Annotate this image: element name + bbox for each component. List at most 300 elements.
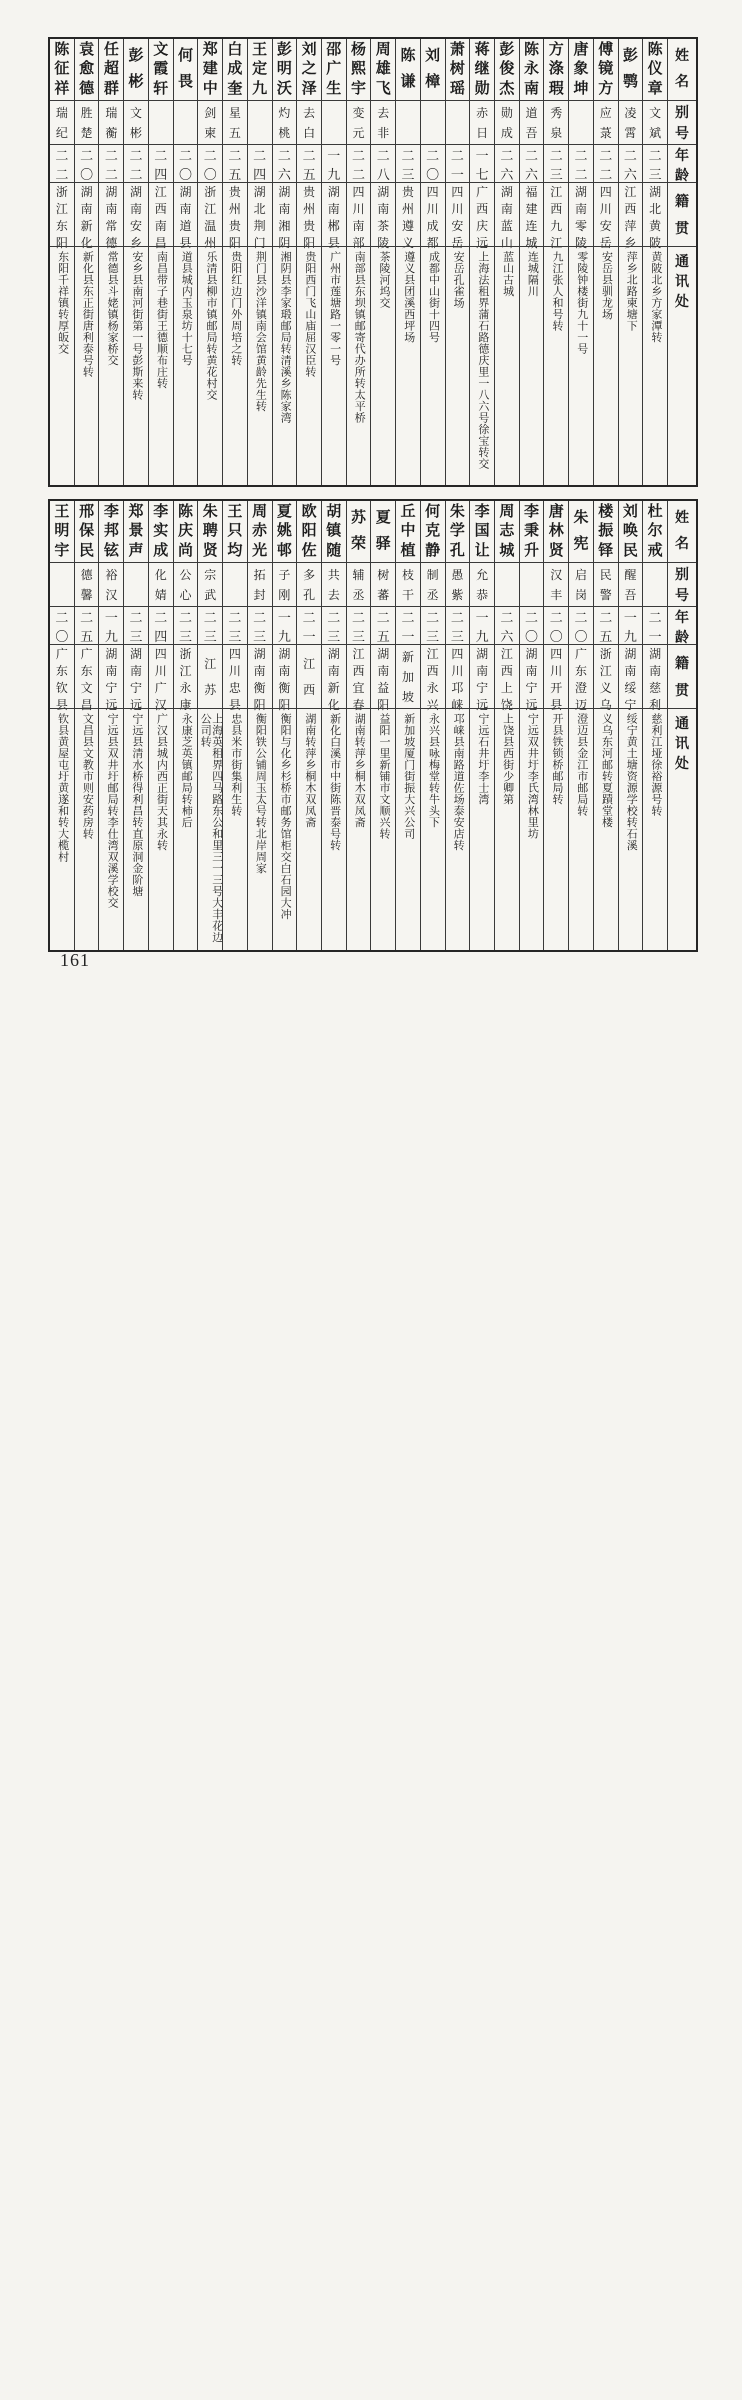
entry-name: 袁 愈 德: [79, 41, 95, 97]
header-column: [667, 39, 696, 485]
entry-column: [197, 39, 222, 485]
entry-native-place: 江 苏: [198, 644, 222, 708]
entry-native-place: 湖 南 安 乡: [124, 182, 148, 246]
entry-name: 文 霞 轩: [153, 41, 169, 97]
directory-table-bottom: [48, 499, 698, 952]
entry-alias: 德 馨: [75, 562, 99, 606]
entry-native-place: 湖 南 宁 远: [520, 644, 544, 708]
entry-alias: 去 非: [371, 100, 395, 144]
entry-name: 唐 林 贤: [548, 503, 564, 559]
entry-native-place: 湖 南 慈 利: [643, 644, 667, 708]
entry-name: 刘 唤 民: [622, 503, 638, 559]
entry-age: 二 二: [569, 144, 593, 182]
entry-alias: 宗 武: [198, 562, 222, 606]
entry-column: [420, 39, 445, 485]
entry-age: 二 五: [297, 144, 321, 182]
entry-address-cell: [174, 246, 198, 485]
entry-column: [173, 39, 198, 485]
entry-alias: 凌 霄: [619, 100, 643, 144]
entry-native-place: 湖 南 衡 阳: [248, 644, 272, 708]
entry-age: 二 〇: [520, 606, 544, 644]
entry-address: 湖南转萍乡桐木双凤斋: [303, 713, 316, 828]
entry-native-place: 贵 州 贵 阳: [223, 182, 247, 246]
entry-address-cell: [248, 708, 272, 950]
entry-name: 郑 建 中: [202, 41, 218, 97]
entry-name: 王 只 均: [227, 503, 243, 559]
entry-age: 二 六: [495, 144, 519, 182]
entry-column: [642, 501, 667, 950]
entry-column: [222, 501, 247, 950]
entry-native-place: 湖 北 荆 门: [248, 182, 272, 246]
entry-column: [568, 39, 593, 485]
entry-address: 衡阳与化乡杉桥市邮务馆柜交白石园大冲: [279, 713, 292, 920]
entry-address-cell: [297, 246, 321, 485]
entry-name: 彭 彬: [128, 48, 144, 90]
entry-address: 湘阴县李家瑖邮局转清溪乡陈家湾: [279, 251, 292, 424]
entry-address-cell: [297, 708, 321, 950]
entry-age: 二 八: [371, 144, 395, 182]
entry-age: 二 一: [396, 606, 420, 644]
entry-alias: [446, 100, 470, 144]
entry-native-place: 湖 南 绥 宁: [619, 644, 643, 708]
entry-address-cell: [421, 246, 445, 485]
entry-name: 傅 镜 方: [598, 41, 614, 97]
entry-age: 一 九: [619, 606, 643, 644]
entry-alias: 醒 吾: [619, 562, 643, 606]
entry-native-place: 广 东 钦 县: [50, 644, 74, 708]
entry-age: 二 五: [223, 144, 247, 182]
entry-alias: 赤 日: [470, 100, 494, 144]
entry-age: 二 四: [248, 144, 272, 182]
entry-address: 安岳县驯龙场: [600, 251, 613, 320]
entry-address-cell: [594, 246, 618, 485]
scanned-directory-page: [0, 0, 742, 1024]
entry-name: 周 志 城: [499, 503, 515, 559]
entry-address-cell: [446, 708, 470, 950]
entry-age: 一 九: [470, 606, 494, 644]
entry-age: 二 五: [75, 606, 99, 644]
entry-column: [50, 39, 74, 485]
entry-native-place: 贵 州 遵 义: [396, 182, 420, 246]
entry-native-place: 湖 南 茶 陵: [371, 182, 395, 246]
entry-alias: [396, 100, 420, 144]
entry-alias: [248, 100, 272, 144]
entry-column: [543, 501, 568, 950]
entry-column: [321, 501, 346, 950]
entry-address: 慈利江垭徐裕源号转: [649, 713, 662, 817]
entry-native-place: 江 西 萍 乡: [619, 182, 643, 246]
entry-address-cell: [569, 246, 593, 485]
header-name: 姓 名: [675, 511, 689, 552]
header-native: 籍 贯: [668, 182, 696, 246]
entry-age: 二 三: [396, 144, 420, 182]
entry-age: 二 〇: [569, 606, 593, 644]
entry-native-place: 湖 南 郴 县: [322, 182, 346, 246]
entry-column: [543, 39, 568, 485]
header-name: 姓 名: [675, 49, 689, 90]
entry-alias: [223, 562, 247, 606]
entry-name: 李 实 成: [153, 503, 169, 559]
entry-age: 二 三: [174, 606, 198, 644]
entry-name: 丘 中 植: [400, 503, 416, 559]
entry-name: 周 雄 飞: [375, 41, 391, 97]
entry-native-place: 江 西 宜 春: [347, 644, 371, 708]
entry-name: 杜 尔 戒: [647, 503, 663, 559]
entry-native-place: 湖 南 新 化: [322, 644, 346, 708]
entry-name: 王 明 宇: [54, 503, 70, 559]
header-address: 通 讯 处: [668, 708, 696, 950]
entry-address: 贵阳红边门外周培之转: [229, 251, 242, 366]
entry-age: 二 六: [273, 144, 297, 182]
entry-address-cell: [371, 246, 395, 485]
entry-address-cell: [99, 708, 123, 950]
entry-alias: 共 去: [322, 562, 346, 606]
entry-alias: [495, 562, 519, 606]
entry-column: [321, 39, 346, 485]
header-age: 年 龄: [668, 144, 696, 182]
entry-name: 夏 驿: [375, 510, 391, 552]
entry-address-cell: [544, 246, 568, 485]
entry-column: [593, 39, 618, 485]
entry-age: 二 三: [322, 606, 346, 644]
entry-age: 二 〇: [421, 144, 445, 182]
entry-column: [98, 501, 123, 950]
entry-address-cell: [223, 246, 247, 485]
entry-native-place: 广 东 澄 迈: [569, 644, 593, 708]
entry-column: [395, 39, 420, 485]
entry-address: 开县铁锁桥邮局转: [551, 713, 564, 805]
entry-native-place: 湖 南 道 县: [174, 182, 198, 246]
entry-address-cell: [248, 246, 272, 485]
entry-column: [272, 501, 297, 950]
entry-address: 九江张人和号转: [551, 251, 564, 332]
header-age: 年 龄: [668, 606, 696, 644]
entry-name: 王 定 九: [252, 41, 268, 97]
entry-address-cell: [470, 708, 494, 950]
entry-address-cell: [50, 708, 74, 950]
entry-age: 二 三: [347, 606, 371, 644]
entry-address: 义乌东河邮转夏蹟堂楼: [600, 713, 613, 828]
entry-address: 成都中山街十四号: [427, 251, 440, 343]
entry-native-place: 湖 南 宁 远: [470, 644, 494, 708]
entry-address-cell: [273, 708, 297, 950]
entry-native-place: 四 川 广 汉: [149, 644, 173, 708]
entry-column: [148, 39, 173, 485]
page-number: 161: [60, 950, 90, 970]
entry-column: [370, 501, 395, 950]
entry-alias: 民 警: [594, 562, 618, 606]
entry-alias: 汉 丰: [544, 562, 568, 606]
header-alias: 别 号: [668, 562, 696, 606]
entry-address: 安岳孔雀场: [452, 251, 465, 309]
entry-age: 二 三: [248, 606, 272, 644]
entry-name: 陈 仪 章: [647, 41, 663, 97]
entry-alias: 多 孔: [297, 562, 321, 606]
entry-column: [123, 39, 148, 485]
entry-column: [618, 501, 643, 950]
entry-alias: 去 白: [297, 100, 321, 144]
entry-address: 广汉县城内西正街天其永转: [155, 713, 168, 851]
entry-address-cell: [495, 246, 519, 485]
entry-address-cell: [50, 246, 74, 485]
entry-alias: [124, 562, 148, 606]
entry-native-place: 湖 北 黄 陂: [643, 182, 667, 246]
entry-column: [519, 39, 544, 485]
entry-column: [618, 39, 643, 485]
entry-age: 二 三: [198, 606, 222, 644]
entry-age: 二 四: [149, 144, 173, 182]
entry-alias: 树 蕃: [371, 562, 395, 606]
entry-name: 欧 阳 佐: [301, 503, 317, 559]
entry-column: [98, 39, 123, 485]
entry-address: 萍乡北路柬塘下: [625, 251, 638, 332]
entry-native-place: 浙 江 温 州: [198, 182, 222, 246]
entry-name: 朱 学 孔: [449, 503, 465, 559]
entry-column: [469, 501, 494, 950]
entry-alias: 子 刚: [273, 562, 297, 606]
entry-native-place: 浙 江 永 康: [174, 644, 198, 708]
entry-native-place: 湖 南 零 陵: [569, 182, 593, 246]
entry-alias: 愚 紫: [446, 562, 470, 606]
entry-address-cell: [273, 246, 297, 485]
entry-address: 文昌县文教市则安药房转: [81, 713, 94, 840]
entry-native-place: 四 川 邛 崃: [446, 644, 470, 708]
entry-age: 二 一: [446, 144, 470, 182]
entry-alias: 星 五: [223, 100, 247, 144]
entry-address-cell: [495, 708, 519, 950]
entry-native-place: 江 西 永 兴: [421, 644, 445, 708]
entry-name: 何 畏: [177, 48, 193, 90]
entry-name: 刘 之 泽: [301, 41, 317, 97]
entry-address-cell: [421, 708, 445, 950]
entry-alias: 秀 泉: [544, 100, 568, 144]
entry-age: 二 一: [643, 606, 667, 644]
entry-alias: 文 斌: [643, 100, 667, 144]
entry-name: 夏 姚 邨: [276, 503, 292, 559]
entry-column: [197, 501, 222, 950]
entry-column: [469, 39, 494, 485]
entry-age: 一 九: [99, 606, 123, 644]
entry-alias: [643, 562, 667, 606]
entry-address: 新加坡厦门街振大兴公司: [402, 713, 415, 840]
entry-name: 朱 聘 贤: [202, 503, 218, 559]
entry-address-cell: [223, 708, 247, 950]
entry-address: 广州市莲塘路一零一号: [328, 251, 341, 366]
entry-address: 荆门县沙洋镇南会馆黄龄先生转: [254, 251, 267, 412]
entry-address: 上饶县西街少卿第: [501, 713, 514, 805]
entry-age: 一 九: [273, 606, 297, 644]
entry-address: 东阳千祥镇转厚皈交: [56, 251, 69, 355]
entry-age: 二 五: [371, 606, 395, 644]
entry-address-cell: [396, 708, 420, 950]
entry-age: 二 二: [99, 144, 123, 182]
entry-alias: 剑 柬: [198, 100, 222, 144]
entry-alias: 应 菉: [594, 100, 618, 144]
entry-age: 二 〇: [75, 144, 99, 182]
entry-name: 彭 鹗: [622, 48, 638, 90]
entry-name: 彭 俊 杰: [499, 41, 515, 97]
entry-column: [395, 501, 420, 950]
entry-address: 益阳一里新铺市文顺兴转: [378, 713, 390, 840]
entry-address-cell: [149, 708, 173, 950]
entry-native-place: 福 建 连 城: [520, 182, 544, 246]
entry-name: 郑 景 声: [128, 503, 144, 559]
entry-address: 零陵钟楼街九十一号: [575, 251, 588, 355]
entry-alias: 启 岗: [569, 562, 593, 606]
entry-address-cell: [520, 708, 544, 950]
entry-native-place: 广 西 庆 远: [470, 182, 494, 246]
entry-native-place: 湖 南 湘 阴: [273, 182, 297, 246]
entry-alias: 制 丞: [421, 562, 445, 606]
entry-name: 彭 明 沃: [276, 41, 292, 97]
entry-alias: 允 恭: [470, 562, 494, 606]
entry-age: 二 三: [421, 606, 445, 644]
entry-address-cell: [446, 246, 470, 485]
entry-name: 白 成 奎: [227, 41, 243, 97]
entry-native-place: 湖 南 宁 远: [99, 644, 123, 708]
entry-column: [272, 39, 297, 485]
entry-native-place: 江 西: [297, 644, 321, 708]
header-native: 籍 贯: [668, 644, 696, 708]
entry-native-place: 浙 江 东 阳: [50, 182, 74, 246]
header-alias: 别 号: [668, 100, 696, 144]
entry-age: 二 二: [124, 144, 148, 182]
entry-age: 二 五: [594, 606, 618, 644]
entry-column: [346, 39, 371, 485]
entry-name: 邵 广 生: [326, 41, 342, 97]
entry-address-cell: [322, 708, 346, 950]
entry-address: 忠县米市街集利生转: [229, 713, 242, 817]
entry-name: 楼 振 铎: [598, 503, 614, 559]
entry-native-place: 四 川 忠 县: [223, 644, 247, 708]
entry-native-place: 湖 南 新 化: [75, 182, 99, 246]
entry-address-cell: [470, 246, 494, 485]
entry-address-cell: [569, 708, 593, 950]
entry-age: 二 二: [50, 144, 74, 182]
entry-native-place: 贵 州 贵 阳: [297, 182, 321, 246]
entry-address: 湖南转萍乡桐木双凤斋: [353, 713, 366, 828]
entry-alias: 辅 丞: [347, 562, 371, 606]
entry-column: [247, 39, 272, 485]
entry-address: 茶陵河坞交: [378, 251, 390, 309]
entry-name: 陈 庆 尚: [177, 503, 193, 559]
entry-column: [50, 501, 74, 950]
entry-age: 二 三: [446, 606, 470, 644]
entry-address: 黄陂北乡方家潭转: [649, 251, 662, 343]
entry-column: [445, 39, 470, 485]
entry-address-cell: [198, 708, 222, 950]
entry-address-cell: [347, 246, 371, 485]
entry-address: 宁远双井圩李氏湾林里坊: [526, 713, 539, 840]
entry-address-cell: [594, 708, 618, 950]
entry-age: 二 一: [297, 606, 321, 644]
entry-alias: 裕 汉: [99, 562, 123, 606]
directory-table-top: [48, 37, 698, 487]
entry-age: 二 二: [594, 144, 618, 182]
entry-alias: 胜 楚: [75, 100, 99, 144]
entry-column: [296, 501, 321, 950]
entry-age: 二 三: [544, 144, 568, 182]
entry-address: 上海法租界蒲石路德庆里一八六号徐宝转交: [476, 251, 489, 470]
entry-column: [593, 501, 618, 950]
entry-age: 二 〇: [544, 606, 568, 644]
entry-name: 任 超 群: [103, 41, 119, 97]
entry-alias: 灼 桃: [273, 100, 297, 144]
entry-address-cell: [396, 246, 420, 485]
entry-name: 蒋 继 勋: [474, 41, 490, 97]
entry-age: 二 四: [149, 606, 173, 644]
entry-name: 陈 谦: [400, 48, 416, 90]
entry-address-cell: [75, 708, 99, 950]
entry-age: 二 〇: [174, 144, 198, 182]
entry-address-cell: [149, 246, 173, 485]
entry-name: 何 克 静: [425, 503, 441, 559]
entry-address: 钦县黄屋屯圩黄遂和转大榄村: [56, 713, 69, 863]
entry-native-place: 湖 南 益 阳: [371, 644, 395, 708]
entry-address: 邛崃县南路道佐场泰安店转: [452, 713, 465, 851]
entry-name: 方 涤 瑕: [548, 41, 564, 97]
entry-native-place: 湖 南 蓝 山: [495, 182, 519, 246]
entry-age: 一 七: [470, 144, 494, 182]
entry-address: 宁远石井圩李士湾: [476, 713, 489, 805]
entry-column: [74, 39, 99, 485]
entry-alias: 瑞 纪: [50, 100, 74, 144]
entry-address: 常德县斗姥镇杨家桥交: [106, 251, 119, 366]
entry-native-place: 四 川 安 岳: [594, 182, 618, 246]
entry-alias: 枝 干: [396, 562, 420, 606]
entry-alias: [421, 100, 445, 144]
entry-native-place: 湖 南 宁 远: [124, 644, 148, 708]
entry-native-place: 湖 南 衡 阳: [273, 644, 297, 708]
entry-address-cell: [75, 246, 99, 485]
entry-native-place: 四 川 安 岳: [446, 182, 470, 246]
entry-address: 连城隔川: [526, 251, 539, 297]
entry-column: [123, 501, 148, 950]
entry-address-cell: [371, 708, 395, 950]
entry-address-cell: [643, 708, 667, 950]
header-column: [667, 501, 696, 950]
entry-address: 南部县东坝镇邮寄代办所转太平桥: [353, 251, 366, 424]
entry-native-place: 江 西 九 江: [544, 182, 568, 246]
entry-native-place: 广 东 文 昌: [75, 644, 99, 708]
entry-alias: 拓 封: [248, 562, 272, 606]
entry-address-cell: [99, 246, 123, 485]
entry-alias: [149, 100, 173, 144]
entry-address: 南昌带子巷街王德顺布庄转: [155, 251, 168, 389]
entry-address: 道县城内玉泉坊十七号: [180, 251, 193, 366]
entry-column: [346, 501, 371, 950]
entry-native-place: 江 西 南 昌: [149, 182, 173, 246]
entry-name: 陈 征 祥: [54, 41, 70, 97]
entry-native-place: 四 川 开 县: [544, 644, 568, 708]
entry-address: 永康芝英镇邮局转柿后: [180, 713, 193, 828]
entry-column: [494, 39, 519, 485]
entry-address: 安乡县南河街第一号彭斯来转: [130, 251, 143, 401]
entry-address: 乐清县柳市镇邮局转黄花村交: [204, 251, 217, 401]
entry-age: 二 六: [520, 144, 544, 182]
entry-column: [296, 39, 321, 485]
entry-name: 萧 树 瑶: [449, 41, 465, 97]
header-address: 通 讯 处: [668, 246, 696, 485]
entry-native-place: 江 西 上 饶: [495, 644, 519, 708]
entry-age: 二 三: [223, 606, 247, 644]
entry-alias: 公 心: [174, 562, 198, 606]
entry-alias: [520, 562, 544, 606]
entry-name: 周 赤 光: [252, 503, 268, 559]
entry-column: [420, 501, 445, 950]
entry-address: 新化白溪市中街陈晋泰号转: [328, 713, 341, 851]
entry-column: [370, 39, 395, 485]
